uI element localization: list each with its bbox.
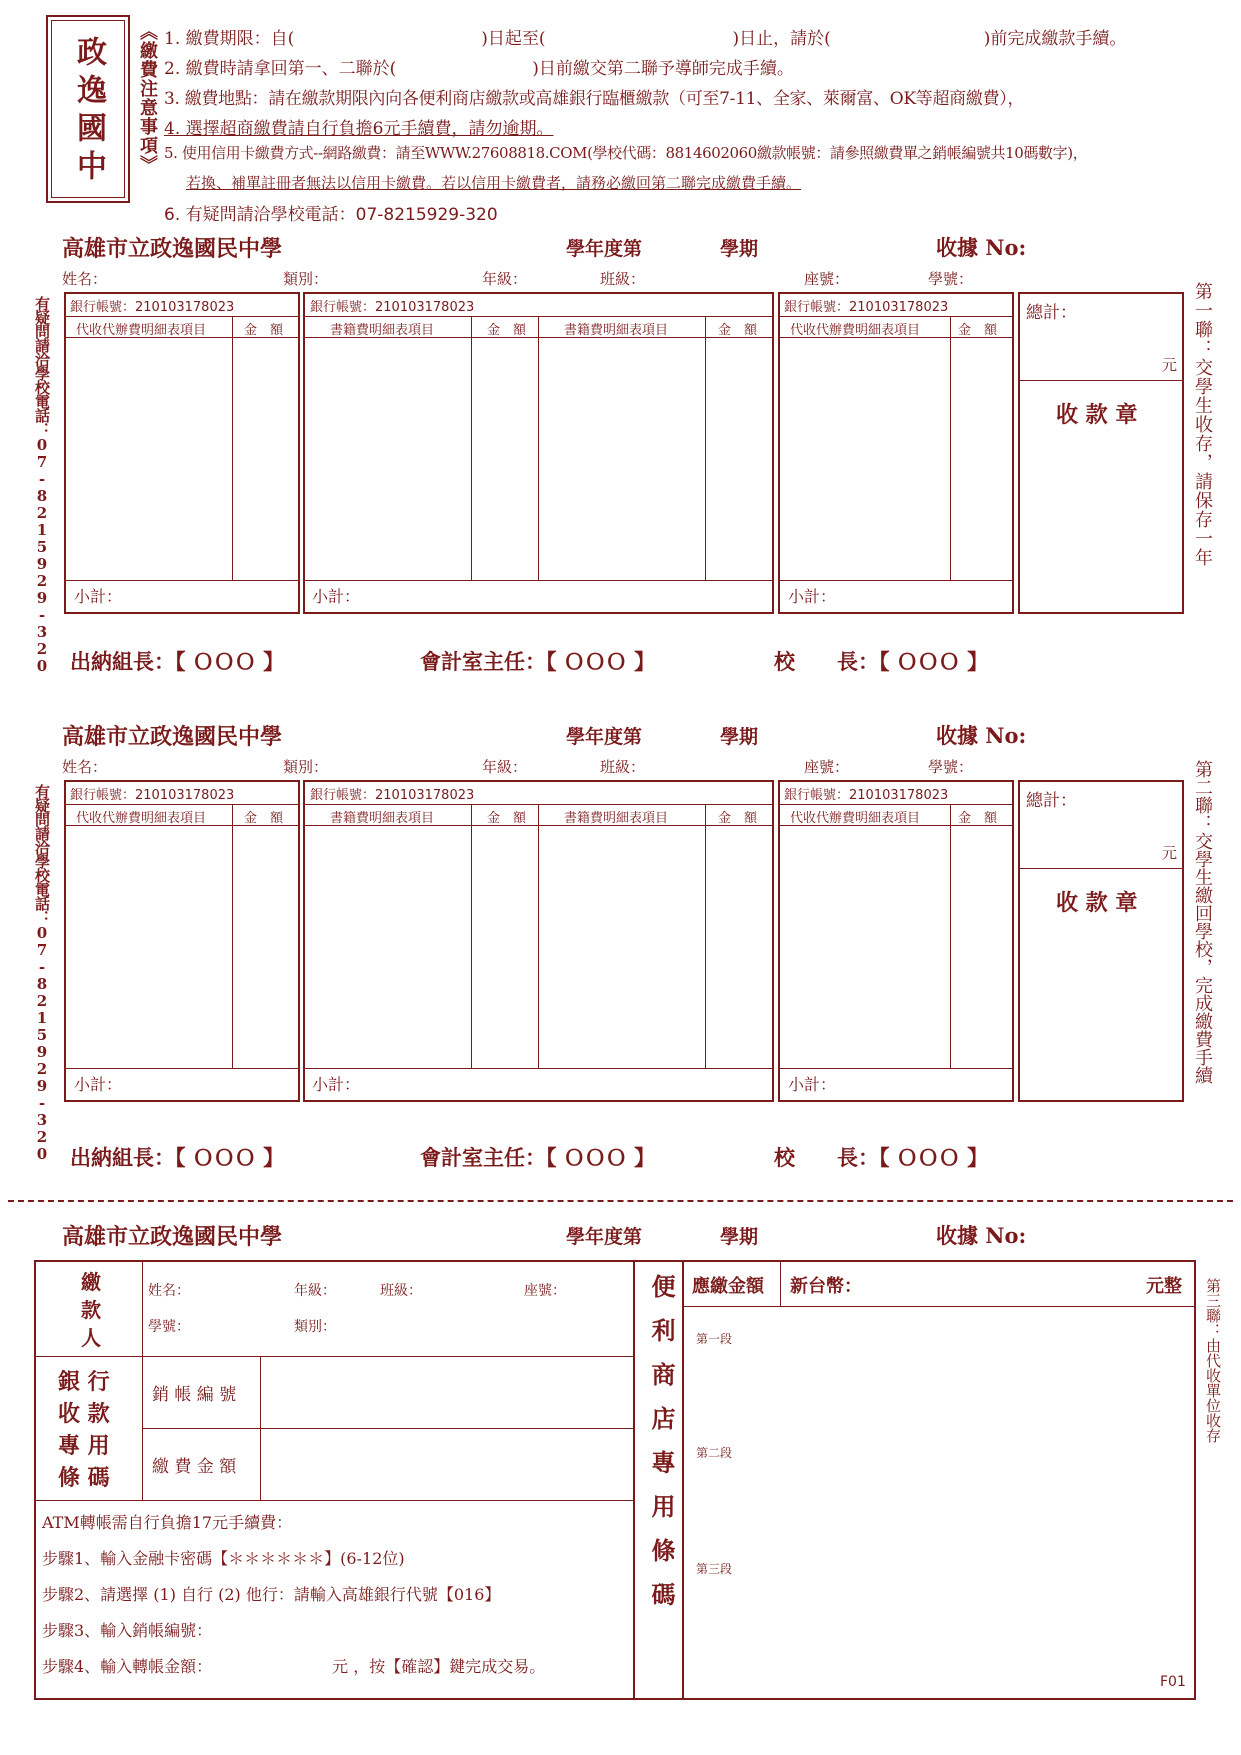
copy2-semester: 學期 [720,726,759,748]
copy1-side-phone: 有疑問請洽學校電話：07-8215929-320 [33,296,51,674]
copy1-cashier: 出納組長：【 ＯＯＯ 】 [70,649,285,674]
stub-payamount-label: 繳 費 金 額 [152,1457,237,1477]
copy1-class: 班級： [600,270,646,288]
copy1-col-books-b: 書籍費明細表項目 [564,323,669,338]
stub-yuan-whole: 元整 [1146,1276,1182,1297]
stub-step3: 步驟3、輸入銷帳編號： [42,1621,213,1640]
copy1-semester: 學期 [720,238,759,260]
copy1-col-books-a: 書籍費明細表項目 [330,323,435,338]
copy2-subtotal-2: 小計： [312,1075,361,1094]
copy1-school: 高雄市立政逸國民中學 [62,236,283,262]
copy1-term: 學年度第 [566,238,643,260]
copy1-col-amount-2: 金 額 [487,323,527,338]
notice-heading: 《繳費注意事項》 [137,22,158,174]
stub-step1: 步驟1、輸入金融卡密碼【＊＊＊＊＊＊】(6-12位) [42,1549,405,1568]
copy2-account-2: 銀行帳號：210103178023 [310,788,475,803]
copy2-table-collect-2 [778,780,1014,1102]
copy2-name: 姓名： [62,758,108,776]
copy2-side-label: 第二聯：交學生繳回學校，完成繳費手續 [1192,760,1213,1084]
copy2-receipt-no: 收據 No: [936,723,1027,748]
copy2-account-1: 銀行帳號：210103178023 [70,788,235,803]
stub-seat: 座號： [524,1283,566,1299]
stub-seg1: 第一段 [696,1332,733,1346]
notice-item-3: 3. 繳費地點：請在繳款期限內向各便利商店繳款或高雄銀行臨櫃繳款（可至7-11、全家、萊爾富、OK等超商繳費）， [164,89,1025,109]
stub-store-barcode: 便利商店專用條碼 [647,1274,676,1626]
copy1-subtotal-3: 小計： [788,587,837,606]
copy2-col-amount-4: 金 額 [958,811,998,826]
copy1-grade: 年級： [482,270,528,288]
notice-item-4: 4. 選擇超商繳費請自行負擔6元手續費，請勿逾期。 [164,119,554,139]
stub-category: 類別： [294,1319,336,1335]
stub-payer: 繳款人 [81,1270,101,1350]
notice-item-5b: 若換、補單註冊者無法以信用卡繳費。若以信用卡繳費者，請務必繳回第二聯完成繳費手續。 [186,174,802,192]
copy1-subtotal-1: 小計： [74,587,123,606]
copy2-table-collect [64,780,300,1102]
copy2-seat: 座號： [804,758,850,776]
copy2-col-amount-1: 金 額 [244,811,284,826]
school-logo-text: 政逸國中 [71,36,106,188]
stub-student-id: 學號： [148,1319,190,1335]
copy1-seat: 座號： [804,270,850,288]
copy1-stamp: 收 款 章 [1056,402,1138,428]
notice-item-5: 5. 使用信用卡繳費方式--網路繳費：請至WWW.27608818.COM(學校代碼：8814602060繳款帳號：請參照繳費單之銷帳編號共10碼數字)， [164,144,1088,162]
copy2-total-box [1018,780,1184,1102]
copy2-col-books-a: 書籍費明細表項目 [330,811,435,826]
stub-atm-title: ATM轉帳需自行負擔17元手續費： [42,1513,293,1532]
copy2-col-books-b: 書籍費明細表項目 [564,811,669,826]
stub-step4: 步驟4、輸入轉帳金額： 元 ，按【確認】鍵完成交易。 [42,1657,546,1676]
stub-grade: 年級： [294,1283,336,1299]
copy2-col-amount-3: 金 額 [718,811,758,826]
stub-term: 學年度第 [566,1226,643,1248]
copy1-total: 總計： [1026,303,1077,323]
stub-writeoff-label: 銷 帳 編 號 [152,1385,237,1405]
copy1-name: 姓名： [62,270,108,288]
stub-step2: 步驟2、請選擇 (1) 自行 (2) 他行：請輸入高雄銀行代號【016】 [42,1585,501,1604]
copy1-account-2: 銀行帳號：210103178023 [310,300,475,315]
copy2-yuan: 元 [1162,844,1178,862]
copy2-total: 總計： [1026,791,1077,811]
copy1-student-id: 學號： [928,270,974,288]
copy2-class: 班級： [600,758,646,776]
stub-seg2: 第二段 [696,1446,733,1460]
copy1-account-3: 銀行帳號：210103178023 [784,300,949,315]
notice-item-2: 2. 繳費時請拿回第一、二聯於( )日前繳交第二聯予導師完成手續。 [164,59,794,79]
copy1-side-label: 第一聯：交學生收存，請保存一年 [1192,282,1213,567]
copy1-col-amount-1: 金 額 [244,323,284,338]
stub-class: 班級： [380,1283,422,1299]
copy1-yuan: 元 [1162,356,1178,374]
copy1-table-collect-2 [778,292,1014,614]
copy1-principal: 校 長：【 ＯＯＯ 】 [774,649,989,674]
copy2-subtotal-1: 小計： [74,1075,123,1094]
copy1-table-collect [64,292,300,614]
copy2-category: 類別： [283,758,329,776]
notice-item-1: 1. 繳費期限：自( )日起至( )日止，請於( )前完成繳款手續。 [164,29,1127,49]
stub-name: 姓名： [148,1283,190,1299]
copy1-category: 類別： [283,270,329,288]
copy1-col-collect: 代收代辦費明細表項目 [76,323,207,338]
copy2-col-collect: 代收代辦費明細表項目 [76,811,207,826]
copy1-account-1: 銀行帳號：210103178023 [70,300,235,315]
copy2-cashier: 出納組長：【 ＯＯＯ 】 [70,1145,285,1170]
stub-school: 高雄市立政逸國民中學 [62,1224,283,1250]
stub-currency: 新台幣： [790,1276,862,1297]
copy1-col-collect-2: 代收代辦費明細表項目 [790,323,921,338]
copy2-grade: 年級： [482,758,528,776]
copy2-side-phone: 有疑問請洽學校電話：07-8215929-320 [33,784,51,1162]
copy1-subtotal-2: 小計： [312,587,361,606]
copy2-subtotal-3: 小計： [788,1075,837,1094]
copy1-col-amount-3: 金 額 [718,323,758,338]
cut-line [8,1200,1233,1202]
copy2-stamp: 收 款 章 [1056,890,1138,916]
stub-receipt-no: 收據 No: [936,1223,1027,1248]
stub-semester: 學期 [720,1226,759,1248]
stub-seg3: 第三段 [696,1562,733,1576]
copy1-accounting: 會計室主任：【 ＯＯＯ 】 [420,649,656,674]
copy2-col-amount-2: 金 額 [487,811,527,826]
copy2-accounting: 會計室主任：【 ＯＯＯ 】 [420,1145,656,1170]
stub-side-label: 第三聯：由代收單位收存 [1204,1278,1222,1443]
stub-form-code: F01 [1160,1674,1186,1690]
copy1-total-box [1018,292,1184,614]
copy2-principal: 校 長：【 ＯＯＯ 】 [774,1145,989,1170]
stub-due-amount: 應繳金額 [692,1276,764,1297]
notice-item-6: 6. 有疑問請洽學校電話：07-8215929-320 [164,205,498,225]
copy2-term: 學年度第 [566,726,643,748]
copy1-col-amount-4: 金 額 [958,323,998,338]
copy2-col-collect-2: 代收代辦費明細表項目 [790,811,921,826]
copy2-account-3: 銀行帳號：210103178023 [784,788,949,803]
copy2-student-id: 學號： [928,758,974,776]
copy2-school: 高雄市立政逸國民中學 [62,724,283,750]
stub-bank-barcode: 銀 行 收 款 專 用 條 碼 [58,1369,110,1491]
copy1-receipt-no: 收據 No: [936,235,1027,260]
